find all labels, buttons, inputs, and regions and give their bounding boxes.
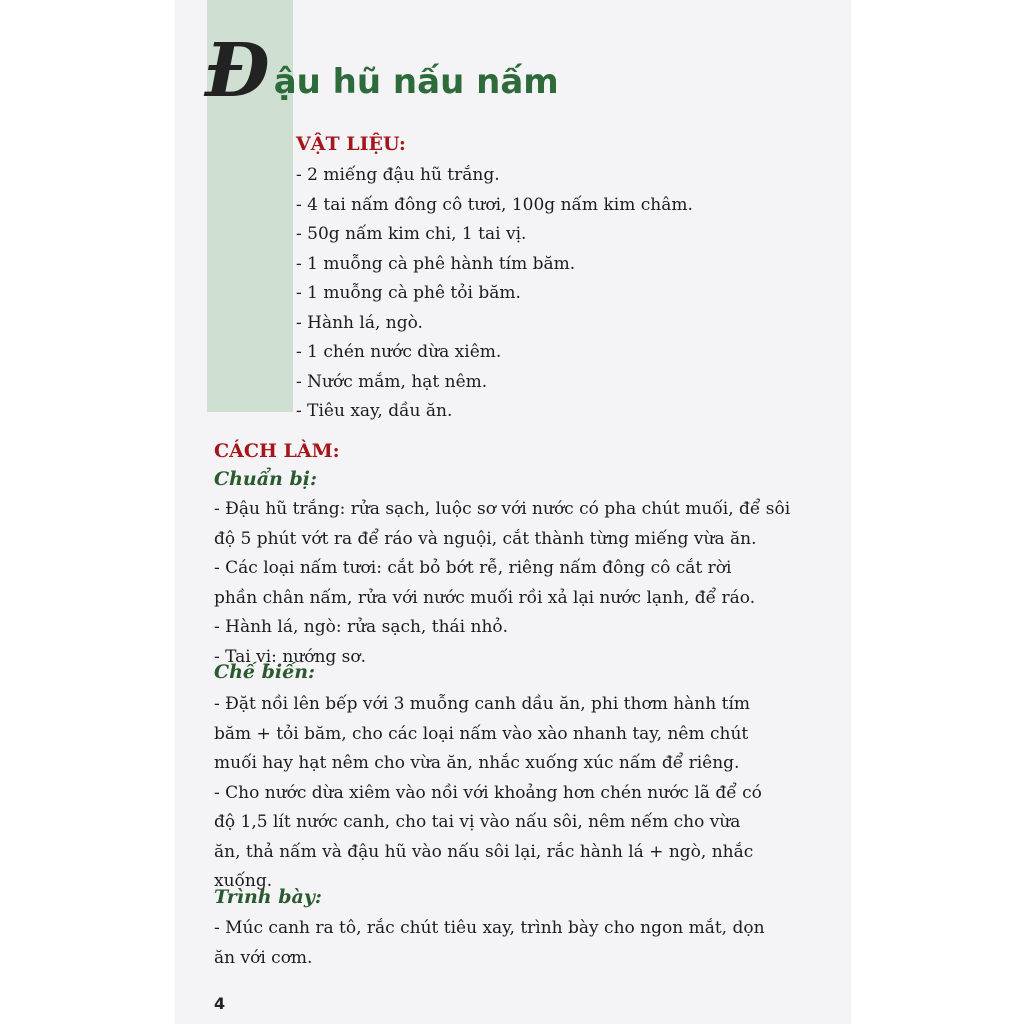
ingredients-list (296, 161, 693, 427)
cook-subheading: Chế biến: (214, 661, 316, 683)
method-heading: CÁCH LÀM: (214, 440, 340, 462)
prep-line: độ 5 phút vớt ra để ráo và nguội, cắt thành từng miếng vừa ăn. (214, 528, 757, 549)
ingredient-item: - 1 muỗng cà phê hành tím băm. (296, 253, 576, 274)
cook-line: ăn, thả nấm và đậu hũ vào nấu sôi lại, rắc hành lá + ngò, nhắc (214, 841, 754, 862)
ingredients-heading: VẬT LIỆU: (296, 133, 406, 155)
ingredient-item: - 4 tai nấm đông cô tươi, 100g nấm kim châm. (296, 194, 693, 215)
cook-line: băm + tỏi băm, cho các loại nấm vào xào nhanh tay, nêm chút (214, 723, 749, 744)
prep-line: - Đậu hũ trắng: rửa sạch, luộc sơ với nước có pha chút muối, để sôi (214, 499, 791, 519)
prep-line: - Tai vị: nướng sơ. (214, 646, 367, 667)
ingredient-item: - 1 muỗng cà phê tỏi băm. (296, 283, 521, 303)
prep-line: - Hành lá, ngò: rửa sạch, thái nhỏ. (214, 617, 509, 637)
serve-line: ăn với cơm. (214, 947, 313, 968)
cook-line: muối hay hạt nêm cho vừa ăn, nhắc xuống xúc nấm để riêng. (214, 753, 740, 773)
prep-line: - Các loại nấm tươi: cắt bỏ bớt rễ, riêng nấm đông cô cắt rời (214, 558, 732, 578)
cook-line: - Cho nước dừa xiêm vào nồi với khoảng hơn chén nước lã để có (214, 782, 762, 803)
cook-line: - Đặt nồi lên bếp với 3 muỗng canh dầu ăn, phi thơm hành tím (214, 694, 750, 714)
title-drop-cap: Đ (205, 28, 270, 114)
prep-instructions (214, 495, 790, 672)
prep-subheading: Chuẩn bị: (214, 468, 318, 490)
ingredient-item: - Tiêu xay, dầu ăn. (296, 401, 453, 421)
ingredient-item: - Nước mắm, hạt nêm. (296, 371, 488, 392)
recipe-title (205, 28, 559, 114)
ingredient-item: - 50g nấm kim chi, 1 tai vị. (296, 224, 527, 244)
cook-line: xuống. (214, 871, 273, 891)
cook-instructions (214, 690, 762, 897)
serve-instructions (214, 914, 765, 973)
title-text: ậu hũ nấu nấm (273, 62, 559, 102)
ingredient-item: - Hành lá, ngò. (296, 312, 423, 333)
page-number: 4 (214, 994, 226, 1013)
serve-subheading: Trình bày: (214, 886, 322, 908)
prep-line: phần chân nấm, rửa với nước muối rồi xả lại nước lạnh, để ráo. (214, 587, 756, 608)
ingredient-item: - 2 miếng đậu hũ trắng. (296, 165, 500, 185)
serve-line: - Múc canh ra tô, rắc chút tiêu xay, trình bày cho ngon mắt, dọn (214, 918, 765, 938)
ingredient-item: - 1 chén nước dừa xiêm. (296, 342, 502, 362)
cook-line: độ 1,5 lít nước canh, cho tai vị vào nấu sôi, nêm nếm cho vừa (214, 812, 741, 832)
